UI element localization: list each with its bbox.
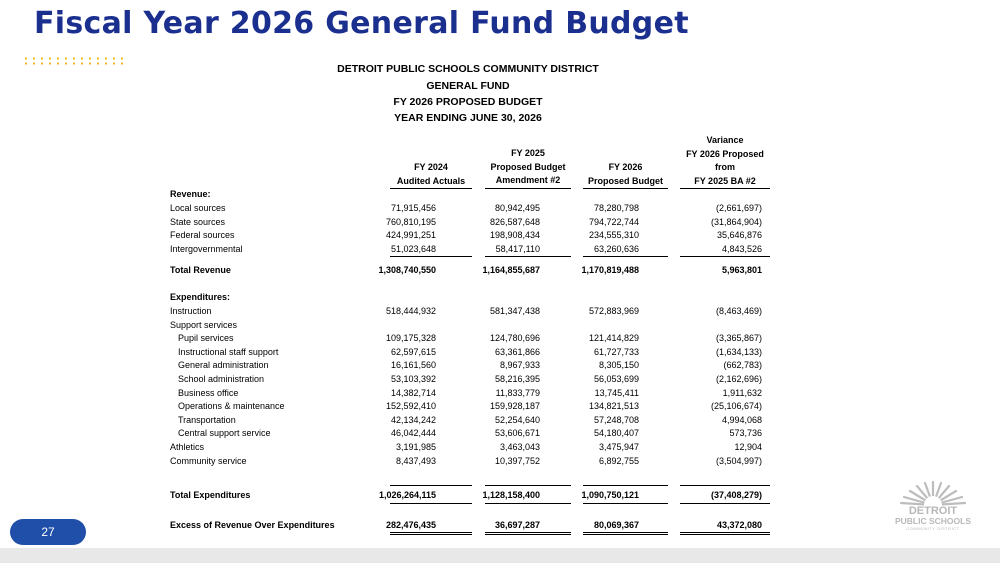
table-row: Instructional staff support 62,597,615 63,361,866 61,727,733 (1,634,133) <box>178 347 762 357</box>
subtotal-rule <box>390 256 472 257</box>
expenditures-heading: Expenditures: <box>170 292 231 302</box>
column-header-fy2025: FY 2025 Proposed Budget Amendment #2 <box>485 147 571 189</box>
subtotal-rule <box>583 256 668 257</box>
column-header-variance: Variance FY 2026 Proposed from FY 2025 BA #2 <box>680 134 770 189</box>
subtotal-rule <box>485 256 571 257</box>
table-row: Central support service 46,042,444 53,606,671 54,180,407 573,736 <box>178 428 762 438</box>
revenue-heading: Revenue: <box>170 189 211 199</box>
slide-title: Fiscal Year 2026 General Fund Budget <box>34 6 689 41</box>
district-name: DETROIT PUBLIC SCHOOLS COMMUNITY DISTRICT <box>337 63 599 75</box>
subtotal-rule <box>485 485 571 486</box>
table-row: Intergovernmental 51,023,648 58,417,110 63,260,636 4,843,526 <box>170 244 762 254</box>
column-header-fy2026: FY 2026 Proposed Budget <box>583 161 668 189</box>
logo-line-detroit: DETROIT <box>908 505 958 517</box>
grand-total-double-rule <box>485 532 571 535</box>
table-row: Athletics 3,191,985 3,463,043 3,475,947 12,904 <box>170 442 762 452</box>
year-ending: YEAR ENDING JUNE 30, 2026 <box>394 112 542 124</box>
page-number-badge: 27 <box>10 519 86 545</box>
excess-row: Excess of Revenue Over Expenditures 282,476,435 36,697,287 80,069,367 43,372,080 <box>170 520 762 530</box>
logo-line-public-schools: PUBLIC SCHOOLS <box>894 516 972 526</box>
subtotal-rule <box>390 485 472 486</box>
footer-bar <box>0 548 1000 563</box>
table-row: Business office 14,382,714 11,833,779 13,745,411 1,911,632 <box>178 388 762 398</box>
decorative-dots <box>22 56 126 66</box>
table-row: Pupil services 109,175,328 124,780,696 121,414,829 (3,365,867) <box>178 333 762 343</box>
subtotal-rule <box>680 256 770 257</box>
logo-line-community-district: COMMUNITY DISTRICT <box>906 526 960 531</box>
total-rule <box>390 503 472 504</box>
fund-name: GENERAL FUND <box>426 80 510 92</box>
grand-total-double-rule <box>583 532 668 535</box>
total-revenue-row: Total Revenue 1,308,740,550 1,164,855,687 1,170,819,488 5,963,801 <box>170 265 762 275</box>
column-header-fy2024: FY 2024 Audited Actuals <box>390 161 472 189</box>
total-expenditures-row: Total Expenditures 1,026,264,115 1,128,158,400 1,090,750,121 (37,408,279) <box>170 490 762 500</box>
table-row: General administration 16,161,560 8,967,933 8,305,150 (662,783) <box>178 360 762 370</box>
budget-name: FY 2026 PROPOSED BUDGET <box>393 96 543 108</box>
total-rule <box>583 503 668 504</box>
total-rule <box>485 503 571 504</box>
table-row: School administration 53,103,392 58,216,395 56,053,699 (2,162,696) <box>178 374 762 384</box>
subtotal-rule <box>583 485 668 486</box>
table-row: Operations & maintenance 152,592,410 159,928,187 134,821,513 (25,106,674) <box>178 401 762 411</box>
table-row: Local sources 71,915,456 80,942,495 78,280,798 (2,661,697) <box>170 203 762 213</box>
table-row: Instruction 518,444,932 581,347,438 572,883,969 (8,463,469) <box>170 306 762 316</box>
sunburst-icon <box>898 478 968 506</box>
table-row: Federal sources 424,991,251 198,908,434 234,555,310 35,646,876 <box>170 230 762 240</box>
table-row: State sources 760,810,195 826,587,648 794,722,744 (31,864,904) <box>170 217 762 227</box>
table-row: Transportation 42,134,242 52,254,640 57,248,708 4,994,068 <box>178 415 762 425</box>
grand-total-double-rule <box>680 532 770 535</box>
table-row: Community service 8,437,493 10,397,752 6,892,755 (3,504,997) <box>170 456 762 466</box>
total-rule <box>680 503 770 504</box>
district-logo <box>885 478 981 544</box>
subtotal-rule <box>680 485 770 486</box>
table-row: Support services <box>170 320 238 330</box>
grand-total-double-rule <box>390 532 472 535</box>
